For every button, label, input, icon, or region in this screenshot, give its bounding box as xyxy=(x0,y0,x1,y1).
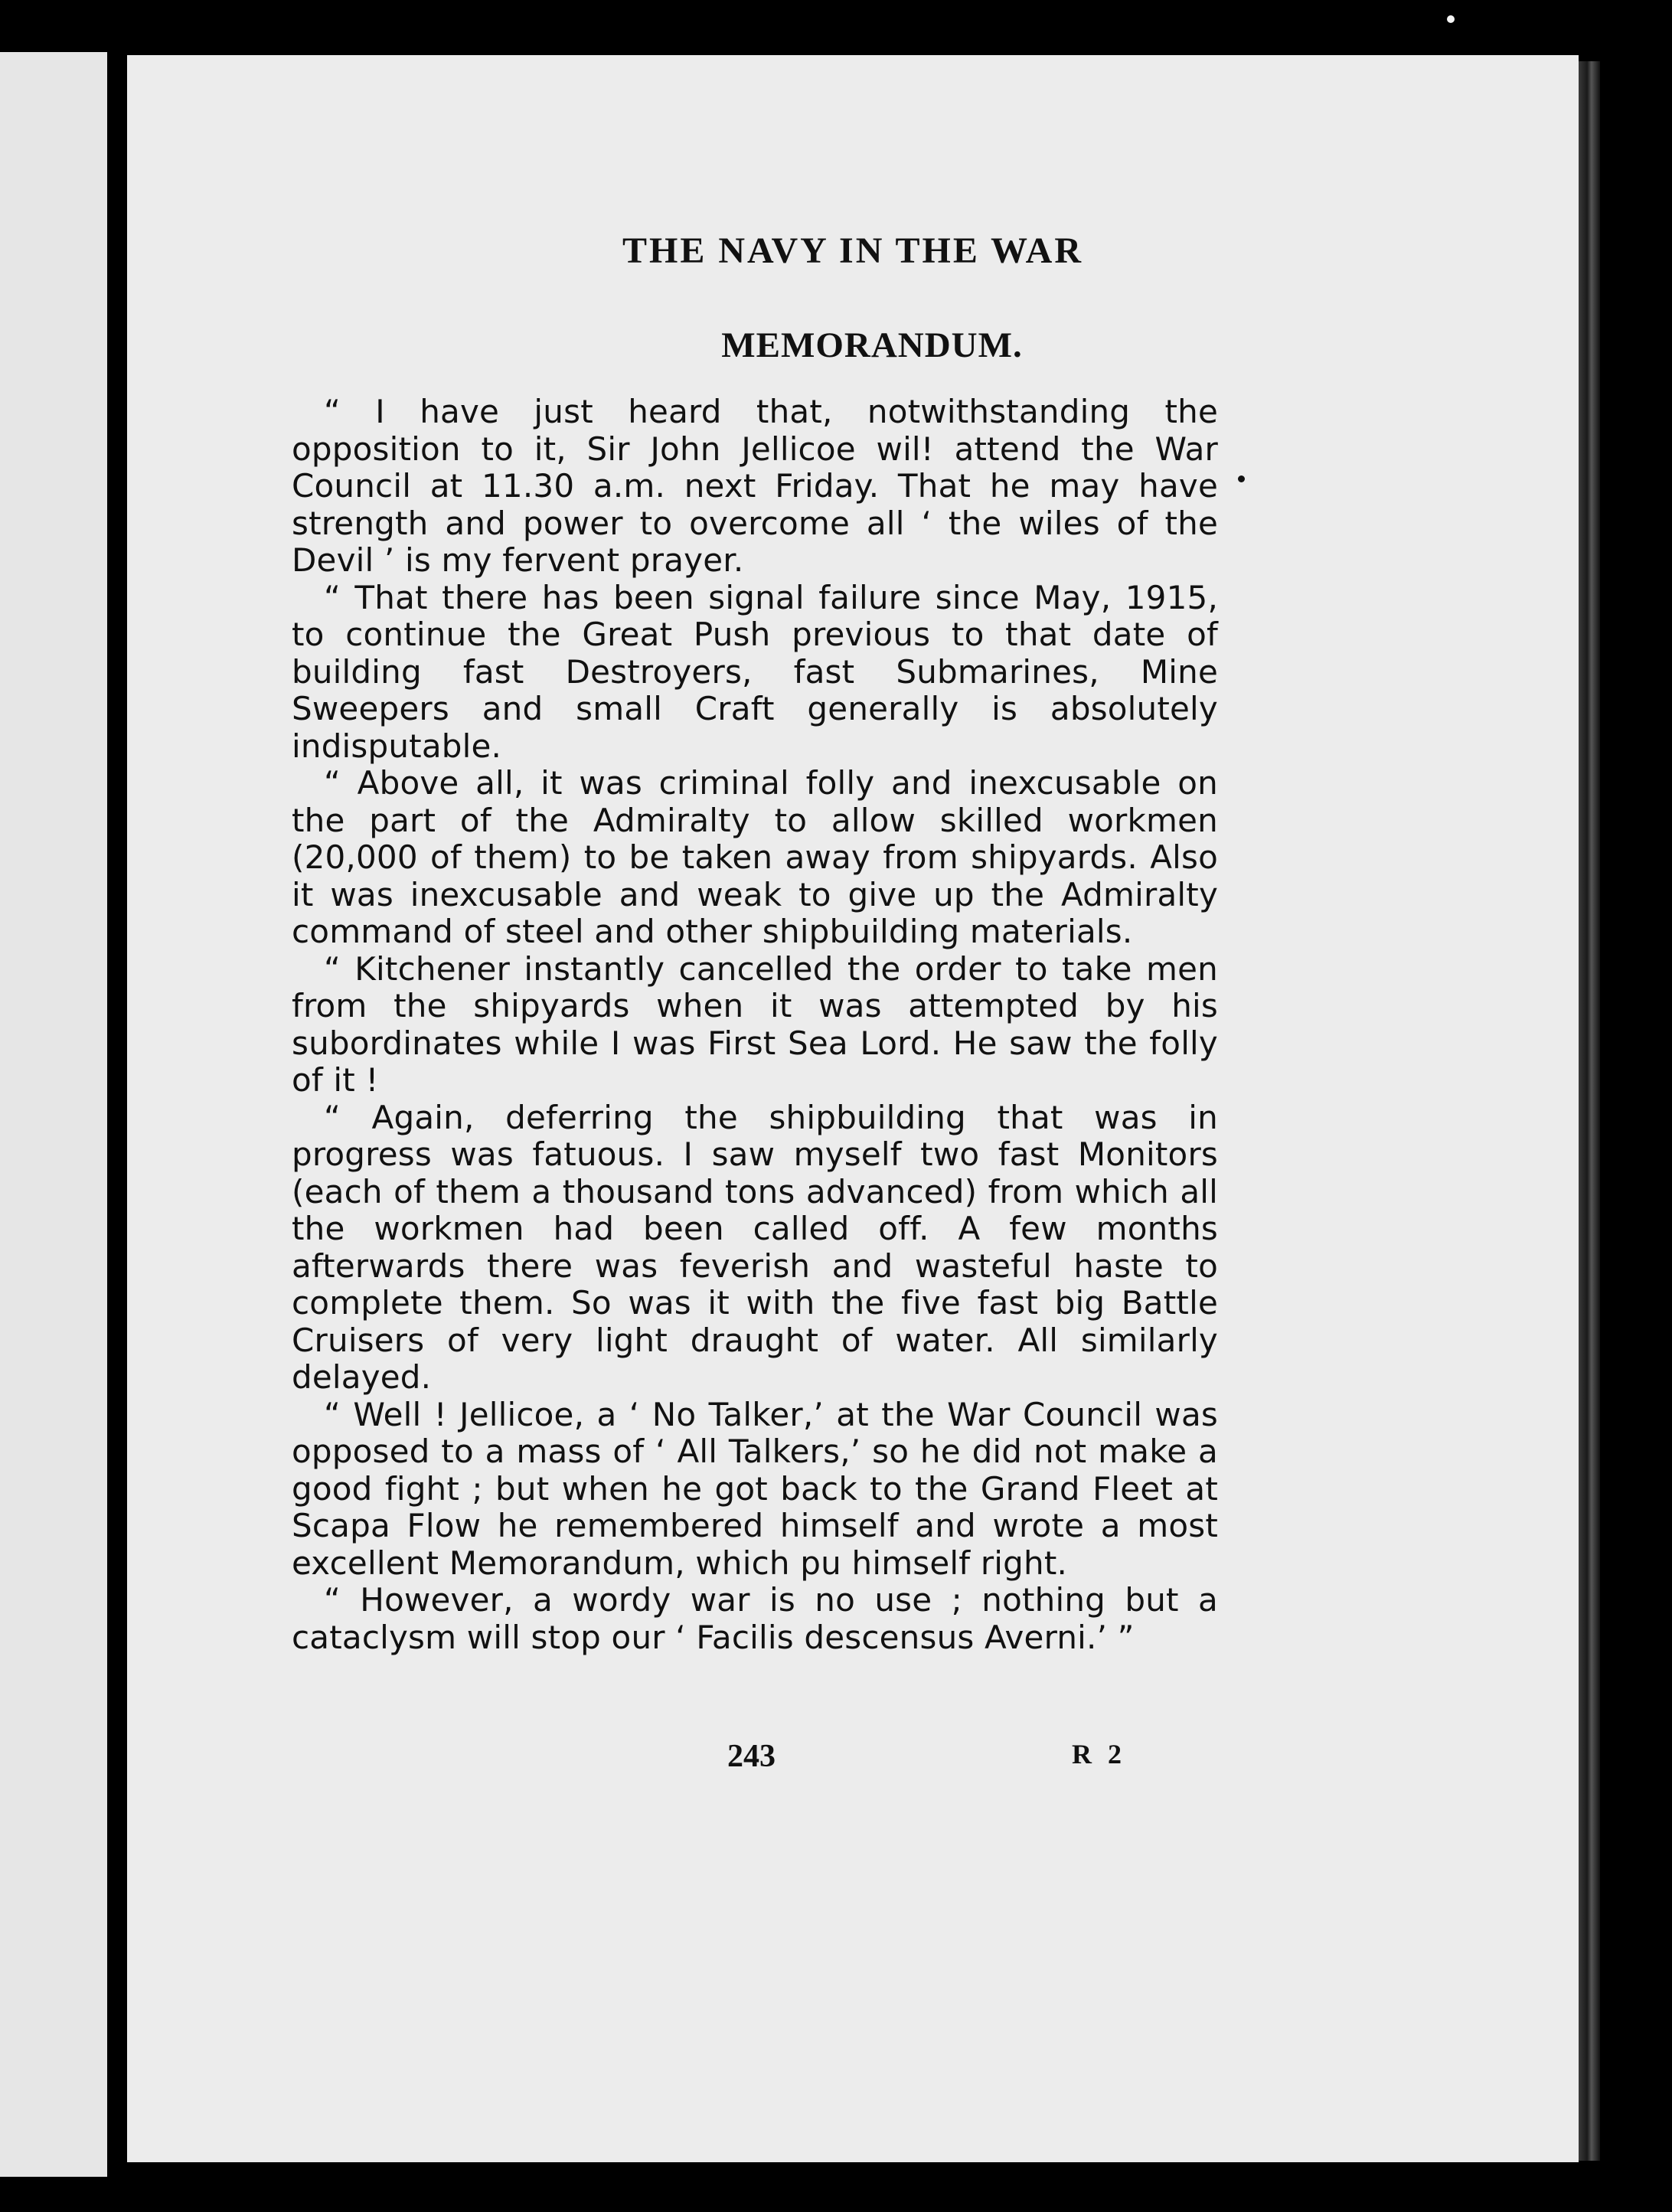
paragraph: “ That there has been signal failure since May, 1915, to continue the Great Push previous to that date of building fast Destroyers, fast Submarines, Mine Sweepers and small Craft generally is absolutely indisputable. xyxy=(292,578,1218,765)
paragraph: “ However, a wordy war is no use ; nothing but a cataclysm will stop our ‘ Facilis descensus Averni.’ ” xyxy=(292,1581,1218,1656)
memorandum-title: MEMORANDUM. xyxy=(721,325,1023,365)
paragraph: “ I have just heard that, notwithstanding the opposition to it, Sir John Jellicoe wil! attend the War Council at 11.30 a.m. next Friday. That he may have strength and power to overcome all ‘ the wiles of the Devil ’ is my fervent prayer. xyxy=(292,393,1218,579)
scan-speck xyxy=(1447,15,1455,23)
paragraph: “ Well ! Jellicoe, a ‘ No Talker,’ at the War Council was opposed to a mass of ‘ All Talkers,’ so he did not make a good fight ; but when he got back to the Grand Fleet at Scapa Flow he remembered himself and wrote a most excellent Memorandum, which pu himself right. xyxy=(292,1395,1218,1582)
page-stack-edge xyxy=(1579,61,1600,2161)
running-head: THE NAVY IN THE WAR xyxy=(622,230,1084,271)
paragraph: “ Kitchener instantly cancelled the order to take men from the shipyards when it was attempted by his subordinates while I was First Sea Lord. He saw the folly of it ! xyxy=(292,949,1218,1099)
signature-mark: R 2 xyxy=(1072,1739,1126,1769)
ink-speck xyxy=(1238,475,1245,482)
memorandum-body xyxy=(292,394,1218,1656)
page-number: 243 xyxy=(727,1739,776,1774)
paragraph: “ Again, deferring the shipbuilding that was in progress was fatuous. I saw myself two fast Monitors (each of them a thousand tons advanced) from which all the workmen had been called off. A few months afterwards there was feverish and wasteful haste to complete them. So was it with the five fast big Battle Cruisers of very light draught of water. All similarly delayed. xyxy=(292,1098,1218,1396)
left-page-edge xyxy=(0,52,107,2177)
paragraph: “ Above all, it was criminal folly and inexcusable on the part of the Admiralty to allow skilled workmen (20,000 of them) to be taken away from shipyards. Also it was inexcusable and weak to give up the Admiralty command of steel and other shipbuilding materials. xyxy=(292,764,1218,950)
